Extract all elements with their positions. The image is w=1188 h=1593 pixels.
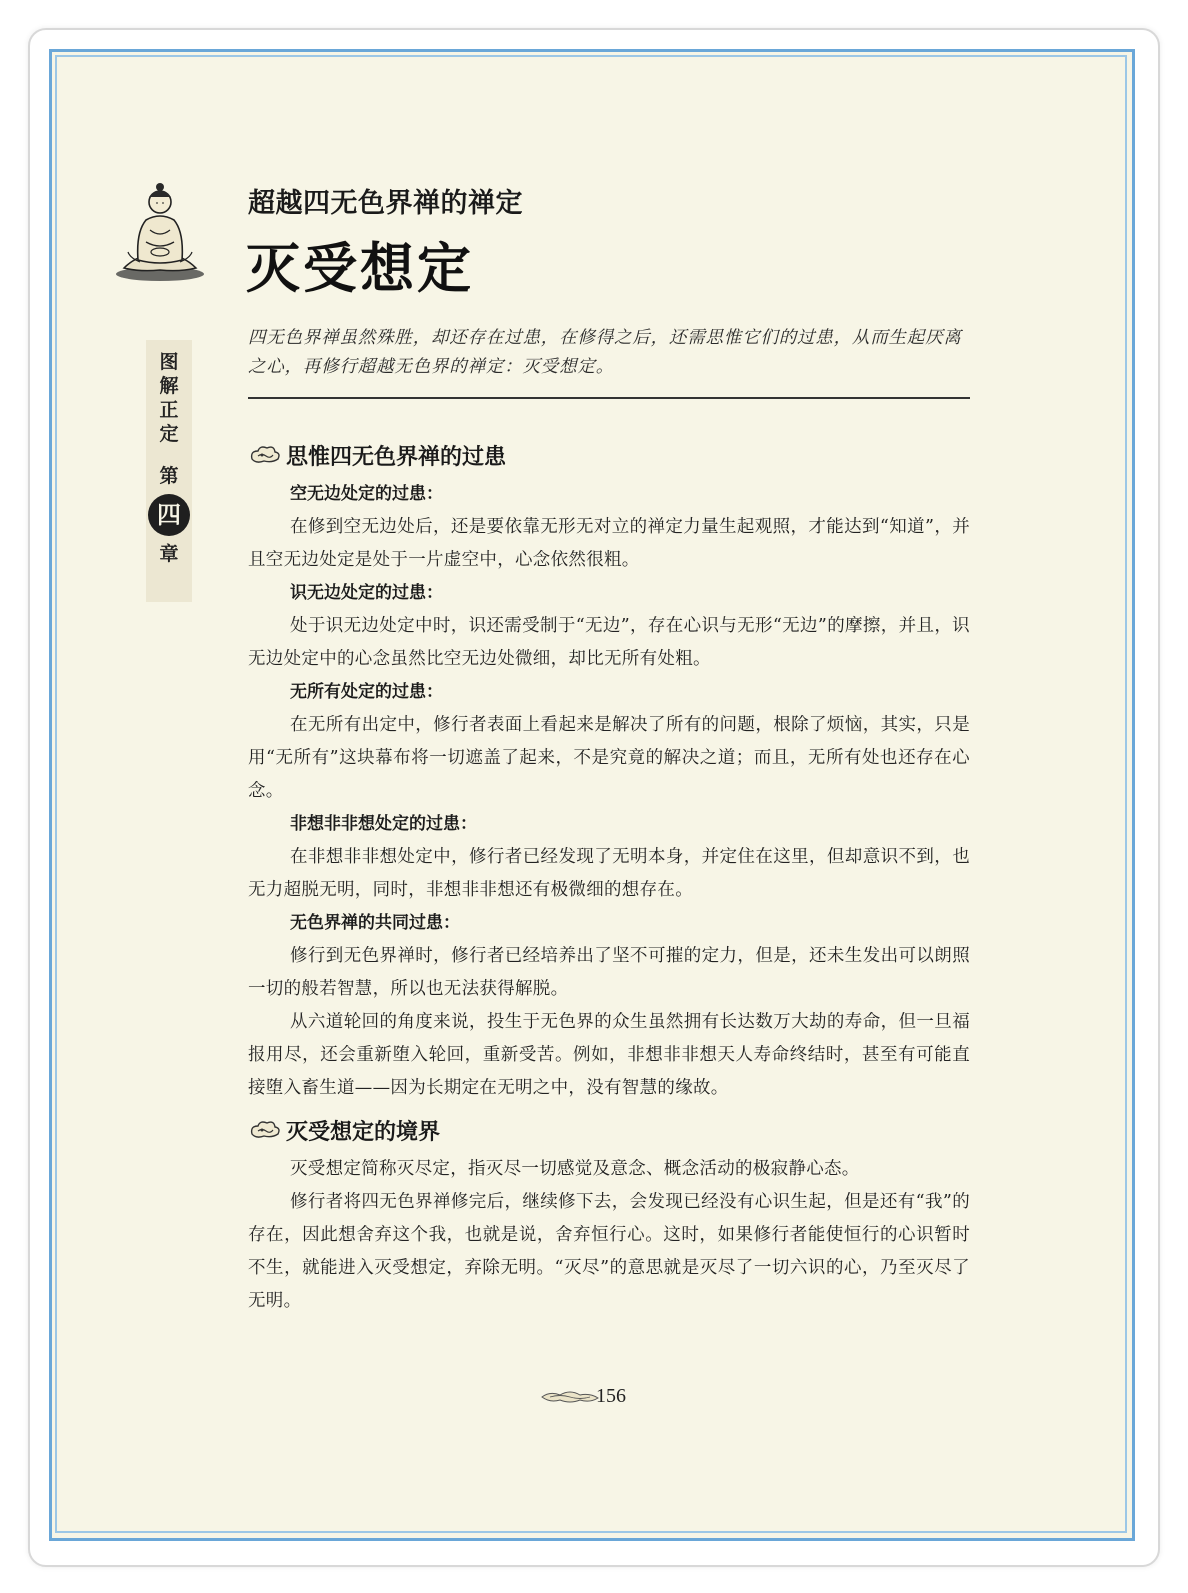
cloud-ornament-icon	[248, 1118, 282, 1142]
page-subtitle: 超越四无色界禅的禅定	[248, 188, 523, 219]
side-tab-char: 图	[159, 351, 179, 373]
side-tab-char: 解	[159, 375, 179, 397]
section-title: 灭受想定的境界	[286, 1118, 441, 1145]
body-paragraph: 处于识无边处定中时，识还需受制于“无边”，存在心识与无形“无边”的摩擦，并且，识无边处定中的心念虽然比空无边处微细，却比无所有处粗。	[248, 616, 970, 669]
subsection-title: 非想非非想处定的过患：	[290, 814, 477, 834]
subsection-title: 无所有处定的过患：	[290, 682, 443, 702]
section-heading	[248, 436, 970, 474]
side-tab-char: 正	[159, 399, 179, 421]
body-paragraph: 在修到空无边处后，还是要依靠无形无对立的禅定力量生起观照，才能达到“知道”，并且空无边处定是处于一片虚空中，心念依然很粗。	[248, 517, 970, 570]
seated-buddha-illustration	[110, 172, 208, 284]
cloud-ornament-icon	[248, 443, 282, 467]
body-paragraph: 修行到无色界禅时，修行者已经培养出了坚不可摧的定力，但是，还未生发出可以朗照一切的般若智慧，所以也无法获得解脱。	[248, 946, 970, 999]
body-paragraph: 灭受想定简称灭尽定，指灭尽一切感觉及意念、概念活动的极寂静心态。	[290, 1159, 860, 1179]
side-tab-char: 章	[159, 543, 179, 565]
intro-paragraph: 四无色界禅虽然殊胜，却还存在过患，在修得之后，还需思惟它们的过患，从而生起厌离之心，再修行超越无色界的禅定：灭受想定。	[248, 328, 962, 377]
chapter-side-tab	[146, 340, 192, 602]
subsection-title: 无色界禅的共同过患：	[290, 913, 460, 933]
article-body	[248, 436, 970, 1318]
section-heading	[248, 1111, 970, 1149]
section-title: 思惟四无色界禅的过患	[286, 443, 507, 470]
page-title: 灭受想定	[246, 236, 474, 300]
side-tab-char: 定	[159, 423, 179, 445]
body-paragraph: 在非想非非想处定中，修行者已经发现了无明本身，并定住在这里，但却意识不到，也无力超脱无明，同时，非想非非想还有极微细的想存在。	[248, 847, 970, 900]
cloud-ornament-icon	[540, 1385, 600, 1407]
body-paragraph: 从六道轮回的角度来说，投生于无色界的众生虽然拥有长达数万大劫的寿命，但一旦福报用尽，还会重新堕入轮回，重新受苦。例如，非想非非想天人寿命终结时，甚至有可能直接堕入畜生道——因为长期定在无明之中，没有智慧的缘故。	[248, 1012, 970, 1098]
page-footer	[540, 1378, 640, 1414]
divider	[248, 397, 970, 399]
subsection-title: 空无边处定的过患：	[290, 484, 443, 504]
side-tab-char: 第	[159, 465, 179, 487]
body-paragraph: 在无所有出定中，修行者表面上看起来是解决了所有的问题，根除了烦恼，其实，只是用“无所有”这块幕布将一切遮盖了起来，不是究竟的解决之道；而且，无所有处也还存在心念。	[248, 715, 970, 801]
page-number: 156	[596, 1384, 626, 1407]
chapter-number-badge: 四	[148, 494, 190, 536]
subsection-title: 识无边处定的过患：	[290, 583, 443, 603]
body-paragraph: 修行者将四无色界禅修完后，继续修下去，会发现已经没有心识生起，但是还有“我”的存在，因此想舍弃这个我，也就是说，舍弃恒行心。这时，如果修行者能使恒行的心识暂时不生，就能进入灭受想定，弃除无明。“灭尽”的意思就是灭尽了一切六识的心，乃至灭尽了无明。	[248, 1192, 970, 1311]
